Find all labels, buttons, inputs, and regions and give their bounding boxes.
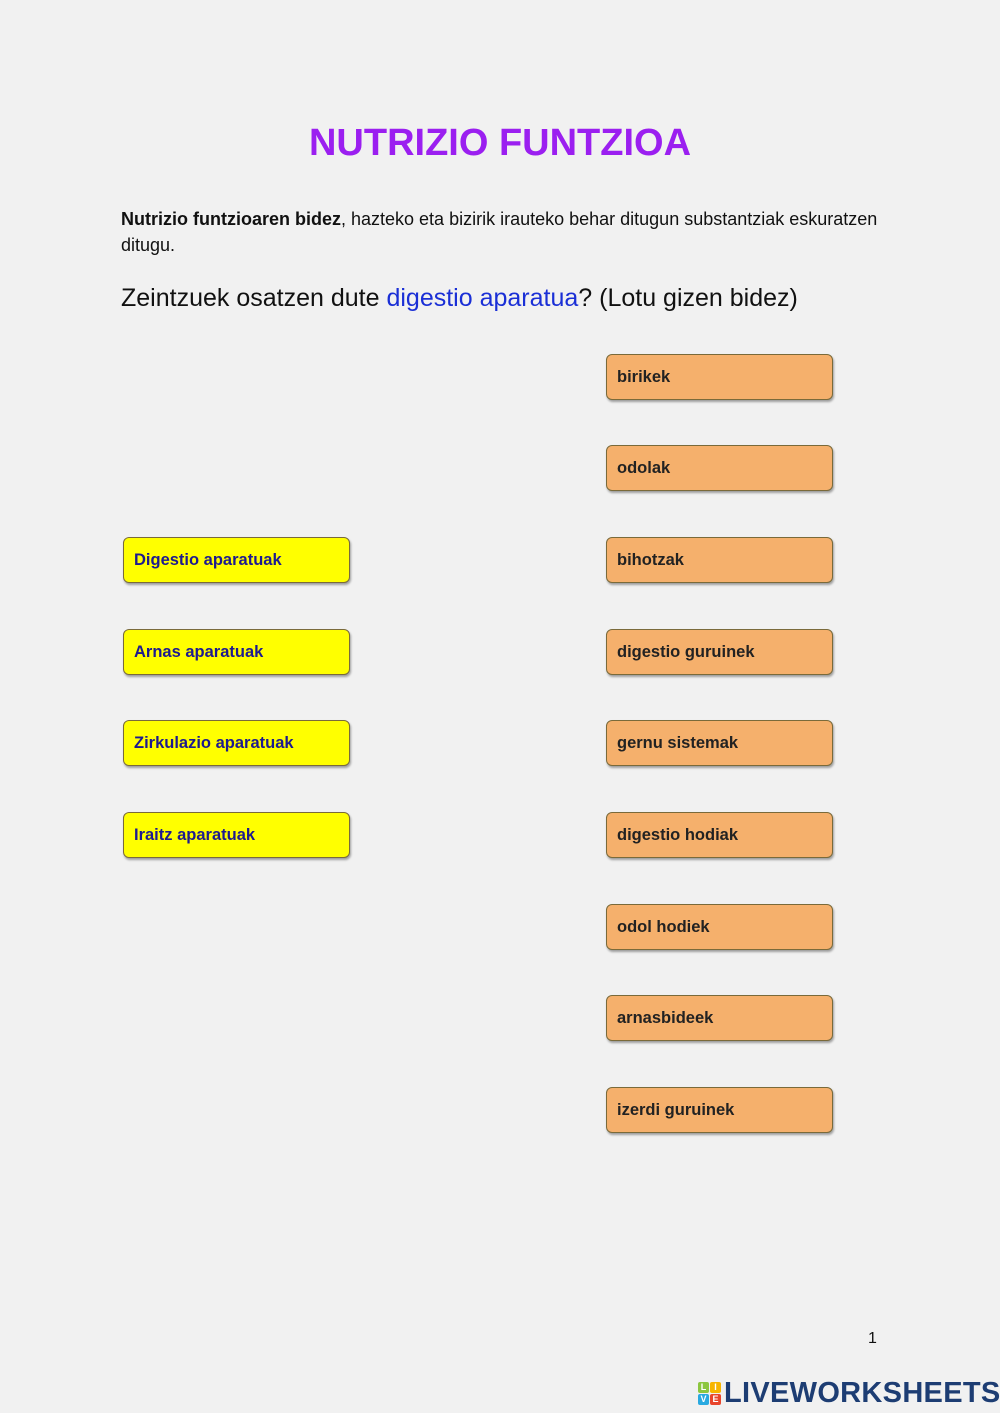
right-item[interactable]: odol hodiek bbox=[606, 904, 833, 950]
page-title: NUTRIZIO FUNTZIOA bbox=[308, 122, 692, 164]
question-before: Zeintzuek osatzen dute bbox=[121, 284, 387, 312]
right-item[interactable]: digestio hodiak bbox=[606, 812, 833, 858]
question bbox=[121, 284, 798, 313]
left-item-digestio[interactable]: Digestio aparatuak bbox=[123, 537, 350, 583]
badge-letter: E bbox=[710, 1394, 721, 1405]
left-item-iraitz[interactable]: Iraitz aparatuak bbox=[123, 812, 350, 858]
page-number: 1 bbox=[868, 1330, 877, 1347]
intro-text bbox=[121, 206, 881, 258]
intro-rest: , hazteko eta bizirik irauteko behar ditugun substantziak eskuratzen ditugu. bbox=[121, 209, 878, 255]
left-item-zirkulazio[interactable]: Zirkulazio aparatuak bbox=[123, 720, 350, 766]
intro-bold: Nutrizio funtzioaren bidez bbox=[121, 209, 341, 229]
question-highlight: digestio aparatua bbox=[386, 284, 579, 312]
right-item[interactable]: gernu sistemak bbox=[606, 720, 833, 766]
right-item[interactable]: bihotzak bbox=[606, 537, 833, 583]
live-badge-icon bbox=[698, 1382, 721, 1405]
right-item[interactable]: digestio guruinek bbox=[606, 629, 833, 675]
left-item-arnas[interactable]: Arnas aparatuak bbox=[123, 629, 350, 675]
badge-letter: I bbox=[710, 1382, 721, 1393]
logo-text: LIVEWORKSHEETS bbox=[724, 1377, 1000, 1409]
right-item[interactable]: odolak bbox=[606, 445, 833, 491]
badge-letter: V bbox=[698, 1394, 709, 1405]
right-item[interactable]: birikek bbox=[606, 354, 833, 400]
question-after: ? (Lotu gizen bidez) bbox=[578, 284, 798, 312]
right-item[interactable]: izerdi guruinek bbox=[606, 1087, 833, 1133]
badge-letter: L bbox=[698, 1382, 709, 1393]
right-item[interactable]: arnasbideek bbox=[606, 995, 833, 1041]
liveworksheets-logo bbox=[698, 1377, 1000, 1410]
